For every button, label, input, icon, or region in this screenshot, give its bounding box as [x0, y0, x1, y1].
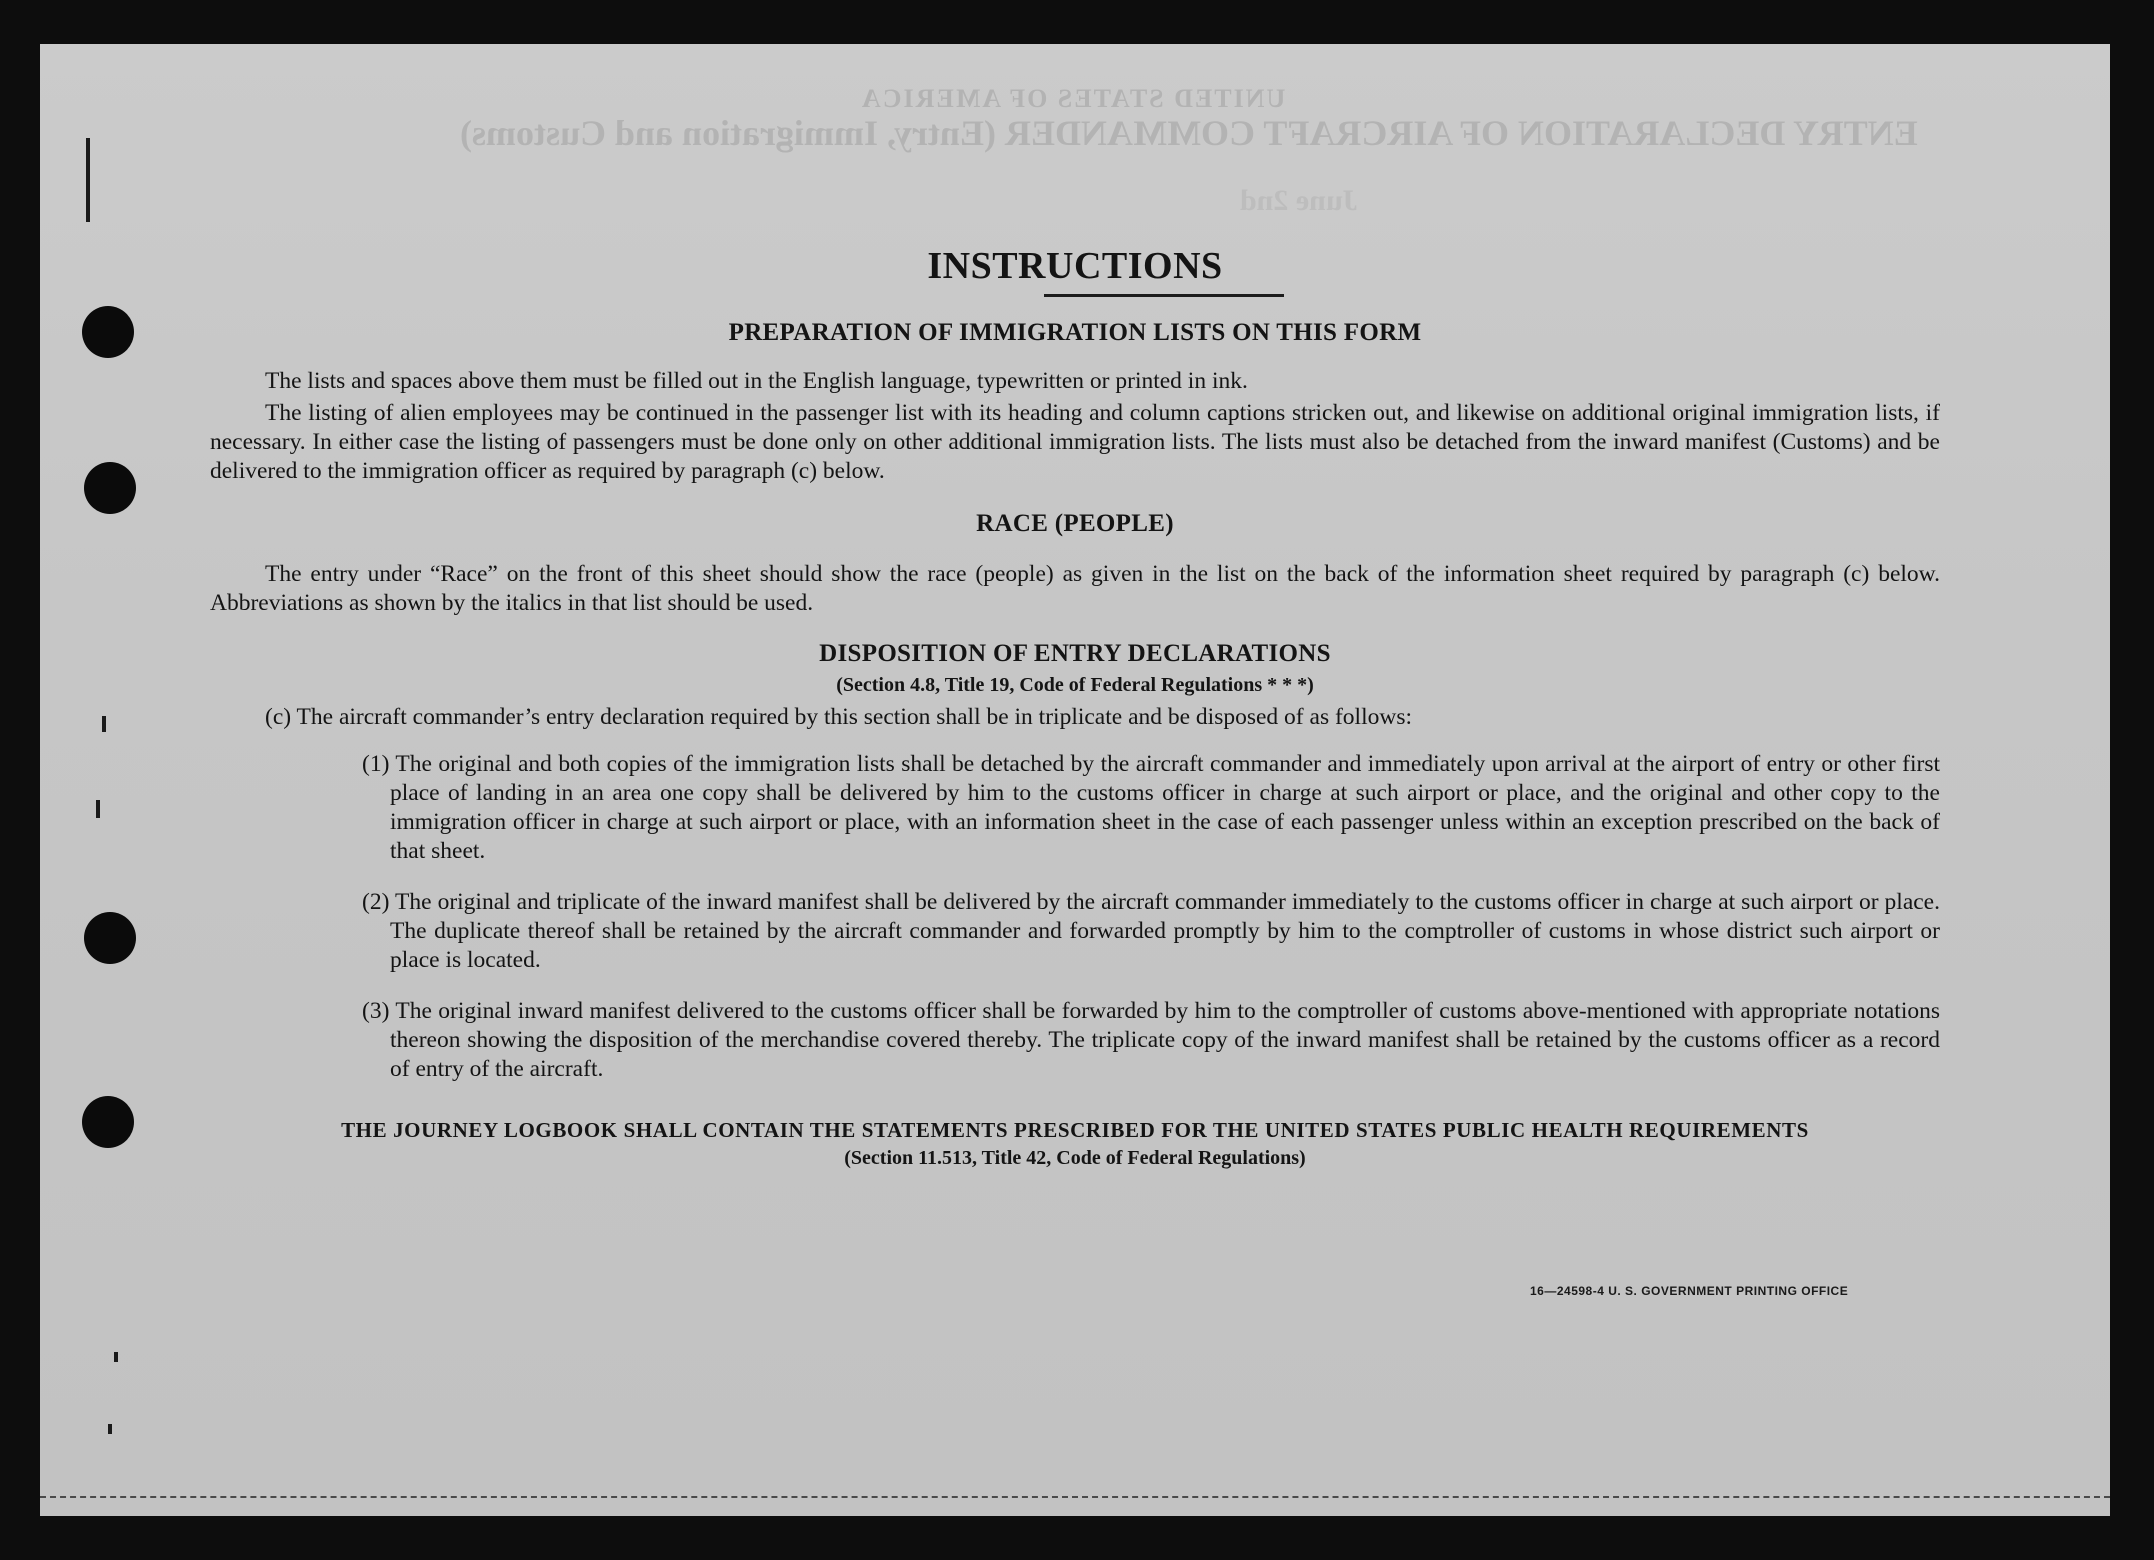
paragraph: The listing of alien employees may be continued in the passenger list with its heading and column captions stricken out, and likewise on additional original immigration lists, if necessary. In either case the listing of passengers must be done only on other additional immigration lists. The lists must also be detached from the inward manifest (Customs) and be delivered to the immigration officer as required by paragraph (c) below. — [210, 400, 1940, 484]
footer-citation: (Section 11.513, Title 42, Code of Federal Regulations) — [844, 1147, 1306, 1169]
title-underline — [1044, 294, 1284, 297]
punch-hole — [82, 1096, 134, 1148]
paragraph: (c) The aircraft commander’s entry declaration required by this section shall be in triplicate and be disposed of as follows: — [265, 704, 1412, 730]
citation: (Section 4.8, Title 19, Code of Federal Regulations * * *) — [836, 674, 1314, 696]
list-item: (2) The original and triplicate of the inward manifest shall be delivered by the aircraft commander immediately to the customs officer in charge at such airport or place. The duplicate thereof shall be retained by the aircraft commander and forwarded promptly by him to the comptroller of customs in whose district such airport or place is located. — [362, 889, 1940, 973]
punch-hole — [84, 912, 136, 964]
printer-mark: 16—24598-4 U. S. GOVERNMENT PRINTING OFFICE — [1530, 1284, 1849, 1298]
section-heading-preparation: PREPARATION OF IMMIGRATION LISTS ON THIS FORM — [728, 319, 1422, 346]
footer-statement: THE JOURNEY LOGBOOK SHALL CONTAIN THE STATEMENTS PRESCRIBED FOR THE UNITED STATES PUBLIC HEALTH REQUIREMENTS — [341, 1118, 1809, 1142]
perforation-line — [40, 1496, 2110, 1498]
scan-mark — [108, 1424, 112, 1434]
paragraph: The entry under “Race” on the front of this sheet should show the race (people) as given in the list on the back of the information sheet required by paragraph (c) below. Abbreviations as shown by the italics in that list should be used. — [210, 561, 1940, 616]
list-item: (1) The original and both copies of the immigration lists shall be detached by the aircraft commander and immediately upon arrival at the airport of entry or other first place of landing in an area one copy shall be delivered by him to the customs officer in charge at such airport or place, and the original and other copy to the immigration officer in charge at such airport or place, with an information sheet in the case of each passenger unless within an exception prescribed on the back of that sheet. — [362, 751, 1940, 864]
bleed-through-line: ENTRY DECLARATION OF AIRCRAFT COMMANDER (Entry, Immigration and Customs) — [460, 113, 1918, 153]
section-heading-race: RACE (PEOPLE) — [976, 510, 1174, 537]
scan-mark — [102, 716, 106, 732]
scan-mark — [86, 138, 90, 222]
punch-hole — [82, 306, 134, 358]
scan-mark — [114, 1352, 118, 1362]
bleed-through-line: UNITED STATES OF AMERICA — [860, 84, 1286, 113]
page-title: INSTRUCTIONS — [927, 245, 1223, 287]
punch-hole — [84, 462, 136, 514]
instructions-body — [210, 244, 1940, 1170]
document-sheet — [40, 44, 2110, 1516]
scan-mark — [96, 800, 100, 818]
section-heading-disposition: DISPOSITION OF ENTRY DECLARATIONS — [819, 640, 1331, 667]
list-item: (3) The original inward manifest delivered to the customs officer shall be forwarded by him to the comptroller of customs above-mentioned with appropriate notations thereon showing the disposition of the merchandise covered thereby. The triplicate copy of the inward manifest shall be retained by the customs officer as a record of entry of the aircraft. — [362, 998, 1940, 1082]
bleed-through-line: June 2nd — [1240, 184, 1358, 217]
paragraph: The lists and spaces above them must be filled out in the English language, typewritten or printed in ink. — [265, 368, 1248, 394]
